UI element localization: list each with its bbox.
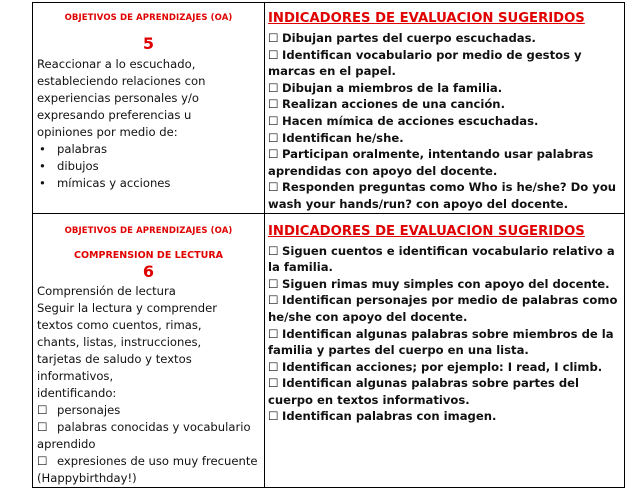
objective-line: chants, listas, instrucciones,: [37, 334, 202, 349]
table-row: [33, 213, 625, 487]
checklist-item: ☐ palabras conocidas y vocabulario aprendido: [37, 419, 251, 451]
objective-line: experiencias personales y/o: [37, 91, 199, 105]
indicators-cell: [265, 213, 625, 487]
objective-line: expresando preferencias u: [37, 108, 192, 122]
checkbox-icon: ☐: [37, 419, 48, 434]
indicators-list: [265, 243, 624, 426]
reading-subheader: COMPRENSION DE LECTURA: [74, 249, 223, 261]
objective-line: textos como cuentos, rimas,: [37, 317, 202, 332]
indicator-item: ☐ Identifican vocabulario por medio de gestos y marcas en el papel.: [268, 47, 582, 79]
objective-line: identificando:: [37, 385, 117, 400]
indicator-item: ☐ Dibujan a miembros de la familia.: [268, 80, 503, 95]
checkbox-icon: ☐: [37, 402, 48, 417]
checklist-item: ☐ expresiones de uso muy frecuente (Happybirthday!): [37, 453, 258, 485]
indicators-header: INDICADORES DE EVALUACION SUGERIDOS: [268, 11, 585, 26]
objective-text: [33, 56, 264, 192]
indicator-item: ☐ Participan oralmente, intentando usar palabras aprendidas con apoyo del docente.: [268, 147, 594, 178]
checkbox-icon: ☐: [268, 276, 279, 291]
objectives-table: [32, 2, 625, 488]
checkbox-icon: ☐: [268, 97, 279, 112]
indicator-item: ☐ Hacen mímica de acciones escuchadas.: [268, 113, 539, 128]
objective-line: opiniones por medio de:: [37, 125, 178, 139]
table-row: [33, 3, 625, 214]
indicator-item: ☐ Responden preguntas como Who is he/she? Do you wash your hands/run? con apoyo del docente.: [268, 180, 617, 211]
checkbox-icon: ☐: [37, 453, 48, 468]
list-item: • mímicas y acciones: [37, 175, 260, 192]
indicator-item: ☐ Realizan acciones de una canción.: [268, 97, 505, 112]
checkbox-icon: ☐: [268, 47, 279, 62]
bullet-list: [37, 141, 260, 192]
indicator-item: ☐ Identifican algunas palabras sobre miembros de la familia y partes del cuerpo en una lista.: [268, 326, 614, 358]
indicator-item: ☐ Siguen rimas muy simples con apoyo del docente.: [268, 276, 610, 291]
checkbox-icon: ☐: [268, 147, 279, 162]
checkbox-icon: ☐: [268, 113, 279, 128]
list-item: • palabras: [37, 141, 260, 158]
checkbox-icon: ☐: [268, 243, 279, 258]
objective-number: 6: [142, 261, 155, 281]
objective-cell: [33, 213, 265, 487]
checkbox-icon: ☐: [268, 409, 279, 424]
checkbox-icon: ☐: [268, 293, 279, 308]
objective-cell: [33, 3, 265, 214]
objective-line: Seguir la lectura y comprender: [37, 300, 217, 315]
checkbox-icon: ☐: [268, 80, 279, 95]
checkbox-icon: ☐: [268, 31, 279, 45]
indicator-item: ☐ Identifican he/she.: [268, 130, 404, 145]
objectives-header: OBJETIVOS DE APRENDIZAJES (OA): [64, 13, 233, 23]
objective-line: estableciendo relaciones con: [37, 74, 206, 88]
indicator-item: ☐ Identifican palabras con imagen.: [268, 409, 497, 424]
objectives-header: OBJETIVOS DE APRENDIZAJES (OA): [64, 225, 233, 236]
objective-line: Comprensión de lectura: [37, 283, 176, 298]
checkbox-icon: ☐: [268, 180, 279, 195]
checkbox-icon: ☐: [268, 359, 279, 374]
indicators-cell: [265, 3, 625, 214]
checkbox-icon: ☐: [268, 326, 279, 341]
indicators-list: [265, 30, 624, 213]
objective-line: Reaccionar a lo escuchado,: [37, 57, 196, 71]
list-item: • dibujos: [37, 158, 260, 175]
indicator-item: ☐ Identifican algunas palabras sobre partes del cuerpo en textos informativos.: [268, 376, 579, 407]
objective-line: informativos,: [37, 368, 114, 383]
objective-number: 5: [142, 34, 155, 53]
indicator-item: ☐ Identifican personajes por medio de palabras como he/she con apoyo del docente.: [268, 293, 618, 324]
checkbox-icon: ☐: [268, 376, 279, 391]
indicator-item: ☐ Siguen cuentos e identifican vocabulario relativo a la familia.: [268, 243, 615, 275]
indicator-item: ☐ Identifican acciones; por ejemplo: I read, I climb.: [268, 359, 603, 374]
objective-text: [33, 283, 264, 487]
indicator-item: ☐ Dibujan partes del cuerpo escuchadas.: [268, 31, 536, 45]
objective-line: tarjetas de saludo y textos: [37, 351, 192, 366]
checkbox-icon: ☐: [268, 130, 279, 145]
checklist-item: ☐ personajes: [37, 402, 121, 417]
indicators-header: INDICADORES DE EVALUACION SUGERIDOS: [268, 223, 585, 239]
